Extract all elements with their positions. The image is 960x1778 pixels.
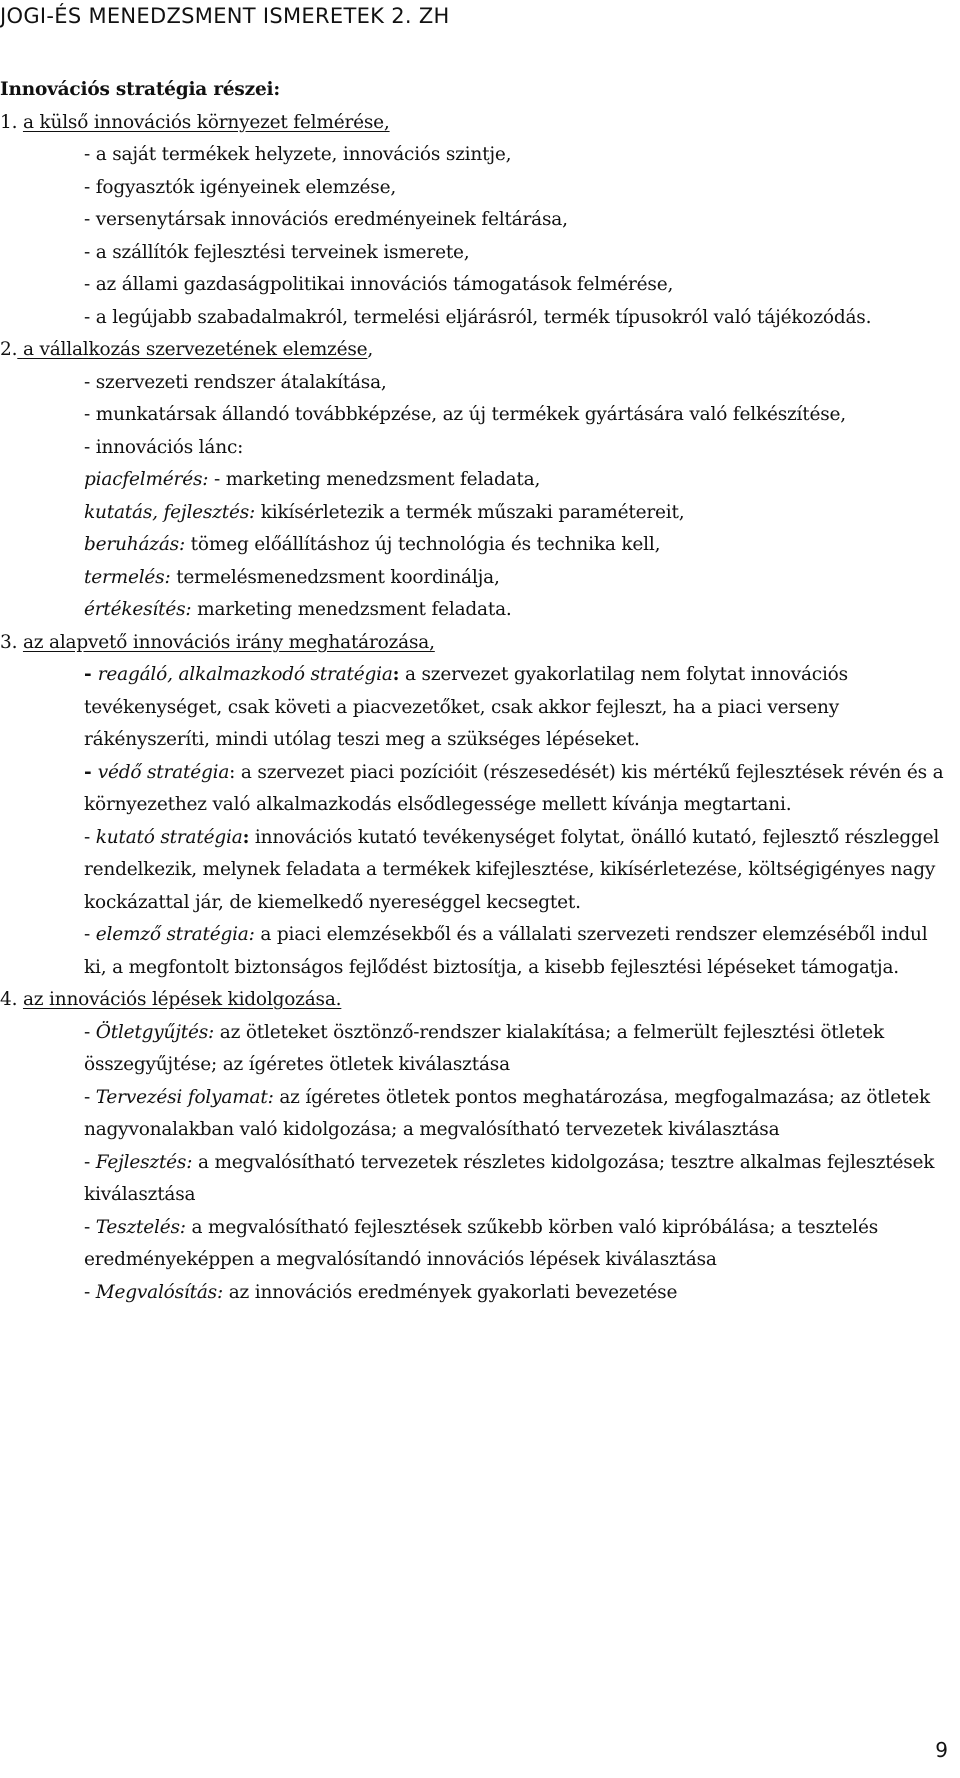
- section-title: az alapvető innovációs irány meghatározása,: [22, 631, 435, 653]
- list-item: - innovációs lánc:: [84, 436, 244, 458]
- chain-text: tömeg előállításhoz új technológia és technika kell,: [185, 534, 661, 555]
- strategy-item: [0, 757, 950, 822]
- chain-text: termelésmenedzsment koordinálja,: [170, 566, 500, 588]
- step-term: Megvalósítás:: [95, 1281, 224, 1303]
- chain-item: [0, 497, 950, 530]
- strategy-dash: -: [84, 761, 98, 783]
- chain-item: [0, 594, 950, 627]
- document-body: [0, 74, 950, 1309]
- list-item: - az állami gazdaságpolitikai innovációs támogatások felmérése,: [84, 274, 674, 295]
- section-title: a külső innovációs környezet felmérése,: [22, 111, 390, 133]
- strategy-text: a szervezet piaci pozícióit (részesedését) kis mértékű fejlesztések révén és a környezethez való alkalmazkodás elsődlegessége mellett kívánja megtartani.: [84, 761, 944, 815]
- list-item: - a szállítók fejlesztési terveinek ismerete,: [84, 241, 470, 263]
- section-1-title-line: [0, 107, 950, 140]
- section-4: [0, 984, 950, 1309]
- chain-text: marketing menedzsment feladata.: [191, 599, 512, 620]
- strategy-term: elemző stratégia:: [95, 924, 255, 945]
- section-2-title-line: [0, 334, 950, 367]
- section-title-suffix: ,: [367, 339, 374, 360]
- strategy-text: innovációs kutató tevékenységet folytat, önálló kutató, fejlesztő részleggel rendelkezik, melynek feladata a termékek kifejlesztése, kikísérletezése, költségigényes nagy kockázattal jár, de kiemelkedő nyereséggel kecsegtet.: [84, 826, 940, 913]
- strategy-colon: :: [392, 664, 400, 685]
- strategy-item: [0, 659, 950, 757]
- step-item: [0, 1277, 950, 1310]
- chain-text: - marketing menedzsment feladata,: [208, 469, 541, 490]
- chain-item: [0, 562, 950, 595]
- list-item: - munkatársak állandó továbbképzése, az új termékek gyártására való felkészítése,: [84, 404, 846, 425]
- section-number: 2.: [0, 339, 18, 360]
- chain-term: beruházás:: [84, 534, 185, 555]
- strategy-dash: -: [84, 664, 98, 685]
- chain-term: értékesítés:: [84, 599, 192, 620]
- chain-term: piacfelmérés:: [84, 469, 209, 490]
- section-number: 1.: [0, 111, 18, 133]
- page-number: 9: [935, 1738, 948, 1762]
- step-text: a megvalósítható fejlesztések szűkebb körben való kipróbálása; a tesztelés eredményeképpen a megvalósítandó innovációs lépések kiválasztása: [84, 1216, 879, 1270]
- step-dash: -: [84, 1216, 96, 1238]
- list-item: - a legújabb szabadalmakról, termelési eljárásról, termék típusokról való tájékozódás.: [84, 306, 872, 328]
- chain-item: [0, 529, 950, 562]
- strategy-term: reagáló, alkalmazkodó stratégia: [97, 664, 393, 685]
- section-heading: Innovációs stratégia részei:: [0, 79, 280, 100]
- section-1: [0, 107, 950, 335]
- strategy-colon: :: [229, 761, 236, 783]
- step-item: [0, 1212, 950, 1277]
- strategy-text: a piaci elemzésekből és a vállalati szervezeti rendszer elemzéséből indul ki, a megfontolt biztonságos fejlődést biztosítja, a kisebb fejlesztési lépéseket támogatja.: [84, 924, 928, 978]
- section-3-title-line: [0, 627, 950, 660]
- step-term: Tervezési folyamat:: [95, 1086, 274, 1108]
- strategy-item: [0, 822, 950, 920]
- section-number: 3.: [0, 631, 18, 653]
- list-item: - fogyasztók igényeinek elemzése,: [84, 176, 397, 198]
- step-dash: -: [84, 1086, 96, 1108]
- chain-item: [0, 464, 950, 497]
- strategy-dash: -: [84, 826, 96, 848]
- step-term: Tesztelés:: [95, 1216, 186, 1238]
- section-2: [0, 334, 950, 627]
- step-dash: -: [84, 1021, 96, 1043]
- section-number: 4.: [0, 989, 18, 1010]
- chain-term: termelés:: [84, 566, 171, 588]
- section-3: [0, 627, 950, 985]
- step-dash: -: [84, 1281, 96, 1303]
- strategy-text: a szervezet gyakorlatilag nem folytat innovációs tevékenységet, csak követi a piacvezetőket, csak akkor fejleszt, ha a piaci verseny rákényszeríti, mindi utólag teszi meg a szükséges lépéseket.: [84, 664, 848, 750]
- chain-text: kikísérletezik a termék műszaki paramétereit,: [255, 501, 685, 523]
- section-4-title-line: [0, 984, 950, 1017]
- step-text: a megvalósítható tervezetek részletes kidolgozása; tesztre alkalmas fejlesztések kiválasztása: [84, 1151, 935, 1205]
- step-term: Ötletgyűjtés:: [95, 1021, 215, 1043]
- strategy-term: kutató stratégia: [95, 826, 243, 848]
- list-item: - a saját termékek helyzete, innovációs szintje,: [84, 144, 512, 165]
- strategy-term: védő stratégia: [97, 761, 230, 783]
- step-text: az innovációs eredmények gyakorlati bevezetése: [223, 1281, 678, 1303]
- page-header-title: JOGI-ÉS MENEDZSMENT ISMERETEK 2. ZH: [0, 4, 450, 28]
- chain-term: kutatás, fejlesztés:: [84, 501, 256, 523]
- strategy-dash: -: [84, 924, 96, 945]
- step-item: [0, 1147, 950, 1212]
- section-title: az innovációs lépések kidolgozása.: [22, 989, 342, 1010]
- section-title: [17, 339, 367, 360]
- step-item: [0, 1017, 950, 1082]
- step-dash: -: [84, 1151, 96, 1173]
- strategy-item: [0, 919, 950, 984]
- list-item: - versenytársak innovációs eredményeinek feltárása,: [84, 209, 568, 230]
- list-item: - szervezeti rendszer átalakítása,: [84, 371, 387, 393]
- strategy-colon: :: [242, 826, 250, 848]
- step-item: [0, 1082, 950, 1147]
- step-term: Fejlesztés:: [95, 1151, 193, 1173]
- step-text: az ígéretes ötletek pontos meghatározása, megfogalmazása; az ötletek nagyvonalakban való kidolgozása; a megvalósítható tervezetek kiválasztása: [84, 1086, 930, 1140]
- section-title-text: a vállalkozás szervezetének elemzése: [22, 339, 368, 360]
- step-text: az ötleteket ösztönző-rendszer kialakítása; a felmerült fejlesztési ötletek összegyűjtése; az ígéretes ötletek kiválasztása: [84, 1021, 884, 1075]
